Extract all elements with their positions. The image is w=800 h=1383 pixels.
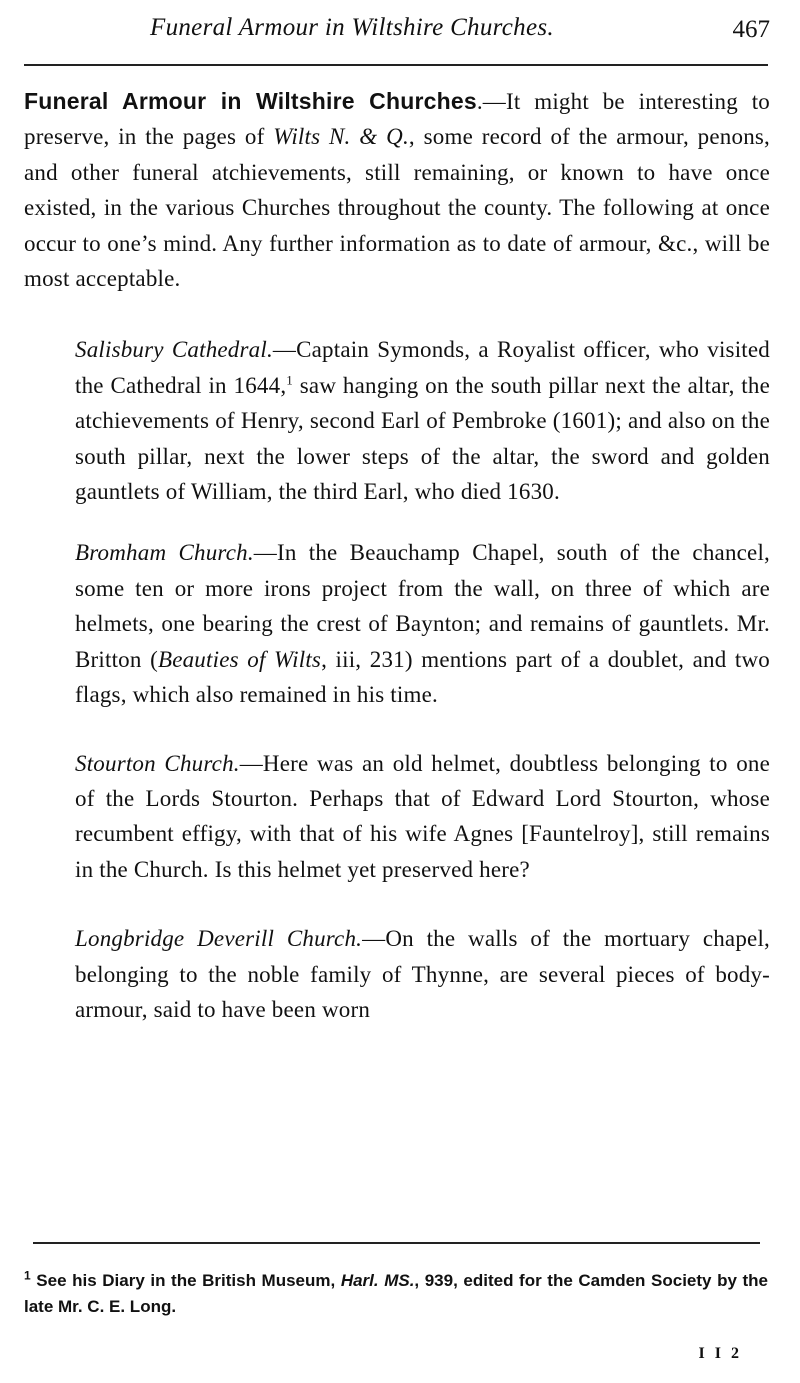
journal-title: Wilts N. & Q. (273, 124, 409, 150)
bromham-text-1: —In the Beauchamp Chapel, south of the chancel, some ten or more irons project from the wall, on three of which are helmets, one bearing the crest of Baynton; and remains of gauntlets. Mr. Britton ( (75, 540, 771, 672)
footnote-rule (33, 1242, 760, 1244)
intro-paragraph (24, 84, 770, 296)
salisbury-place: Salisbury Cathedral. (75, 337, 273, 363)
bromham-place: Bromham Church. (75, 540, 254, 566)
footnote-ref: 1 (286, 372, 293, 388)
header-rule (24, 64, 768, 66)
longbridge-text: —On the walls of the mortuary chapel, belonging to the noble family of Thynne, are several pieces of body-armour, said to have been worn (75, 926, 770, 1022)
article-body (24, 84, 770, 1027)
salisbury-paragraph (24, 332, 770, 509)
footnote-text-2: , 939, edited for the Camden Society by the late Mr. C. E. Long. (24, 1271, 768, 1316)
running-title: Funeral Armour in Wiltshire Churches. (150, 14, 554, 41)
page-number: 467 (732, 16, 770, 43)
article-heading: Funeral Armour in Wiltshire Churches (24, 88, 477, 114)
intro-text-2: , some record of the armour, penons, and other funeral atchievements, still remaining, or known to have once existed, in the various Churches throughout the county. The following at once occur to one’s mind. Any further information as to date of armour, &c., will be most acceptable. (24, 124, 770, 292)
bromham-text-2: , iii, 231) mentions part of a doublet, and two flags, which also remained in his time. (75, 646, 770, 708)
signature-mark: I I 2 (698, 1345, 742, 1362)
stourton-text: —Here was an old helmet, doubtless belonging to one of the Lords Stourton. Perhaps that of Edward Lord Stourton, whose recumbent effigy, with that of his wife Agnes [Fauntelroy], still remains in the Church. Is this helmet yet preserved here? (75, 750, 770, 882)
book-title: Beauties of Wilts (157, 646, 322, 672)
bromham-paragraph (24, 535, 770, 712)
longbridge-paragraph (24, 921, 770, 1027)
stourton-place: Stourton Church. (75, 750, 240, 776)
longbridge-place: Longbridge Deverill Church. (75, 926, 363, 952)
manuscript-ref: Harl. MS. (340, 1271, 415, 1290)
running-head (24, 14, 770, 50)
footnote-mark: 1 (24, 1268, 31, 1283)
stourton-paragraph (24, 746, 770, 888)
footnote (24, 1268, 768, 1320)
footnote-text-1: See his Diary in the British Museum, (30, 1271, 341, 1290)
intro-text-1: .—It might be interesting to preserve, in the pages of (24, 89, 770, 150)
salisbury-text-1: —Captain Symonds, a Royalist officer, who visited the Cathedral in 1644, (75, 337, 770, 398)
salisbury-text-2: saw hanging on the south pillar next the altar, the atchievements of Henry, second Earl of Pembroke (1601); and also on the south pillar, next the lower steps of the altar, the sword and golden gauntlets of William, the third Earl, who died 1630. (75, 372, 770, 505)
